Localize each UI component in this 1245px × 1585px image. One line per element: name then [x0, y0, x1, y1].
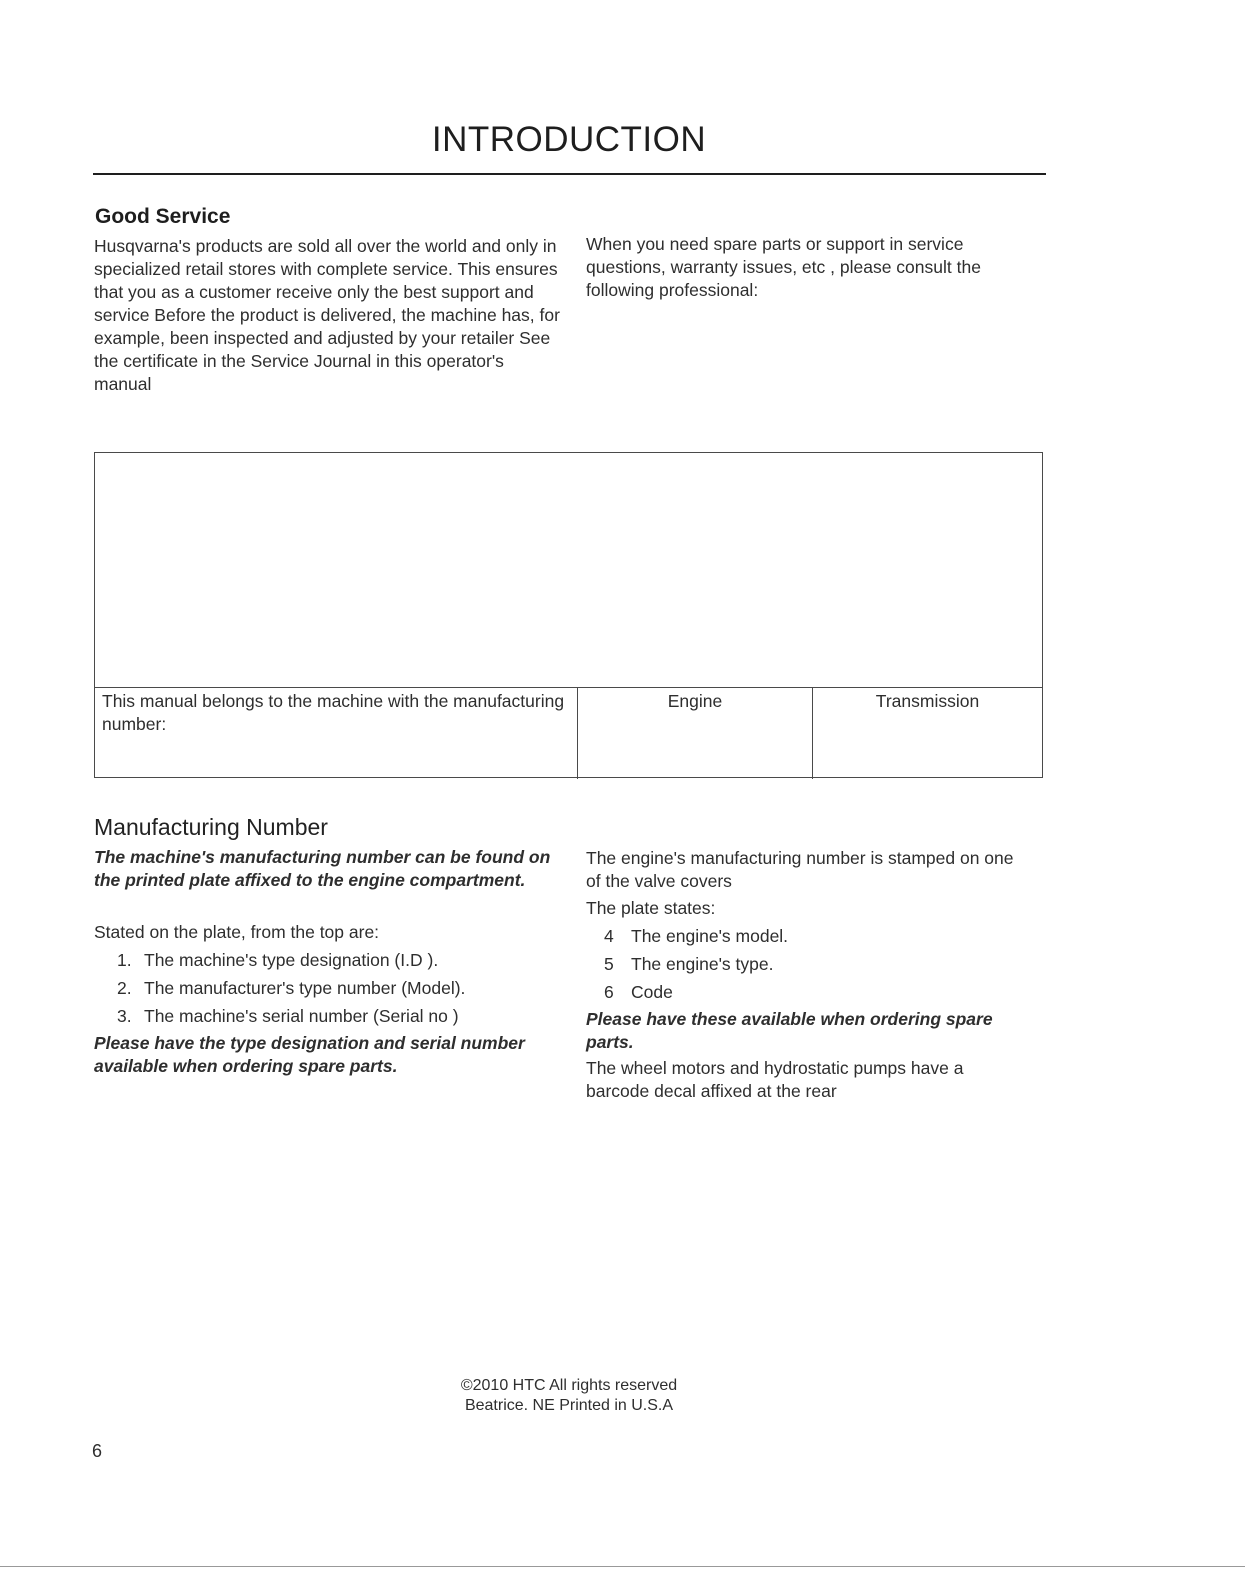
bottom-edge-rule [0, 1566, 1245, 1567]
plate-states: The plate states: [586, 898, 716, 918]
footer-printed: Beatrice. NE Printed in U.S.A [464, 1397, 674, 1414]
engine-label: Engine [578, 687, 813, 779]
list-item: 6 Code [604, 982, 673, 1002]
engine-text: The engine's manufacturing number is stamped on one of the valve covers [586, 848, 1014, 891]
footer-copyright: ©2010 HTC All rights reserved [460, 1377, 678, 1394]
manufacturing-number-heading: Manufacturing Number [94, 814, 328, 840]
engine-items-list [604, 922, 788, 1006]
owner-label: This manual belongs to the machine with the manufacturing number: [95, 687, 578, 779]
list-item: 2. The manufacturer's type number (Model). [117, 978, 466, 998]
list-item: 5 The engine's type. [604, 954, 774, 974]
manufacturing-intro: The machine's manufacturing number can be found on the printed plate affixed to the engine compartment. [94, 847, 551, 890]
transmission-label: Transmission [813, 687, 1042, 779]
page-title: INTRODUCTION [431, 120, 707, 159]
good-service-left-paragraph: Husqvarna's products are sold all over the world and only in specialized retail stores with complete service. This ensures that you as a customer receive only the best support and service Before the product is delivered, the machine has, for example, been inspected and adjusted by your retailer See the certificate in the Service Journal in this operator's manual [94, 236, 560, 394]
good-service-right-paragraph: When you need spare parts or support in service questions, warranty issues, etc , please consult the following professional: [586, 234, 981, 300]
list-item: 1. The machine's type designation (I.D ). [117, 950, 439, 970]
list-item: 3. The machine's serial number (Serial no ) [117, 1006, 459, 1026]
plate-items-list [117, 946, 465, 1030]
page-number: 6 [92, 1441, 103, 1461]
title-rule [93, 173, 1046, 175]
left-note: Please have the type designation and serial number available when ordering spare parts. [94, 1033, 525, 1076]
barcode-text: The wheel motors and hydrostatic pumps have a barcode decal affixed at the rear [586, 1058, 964, 1101]
good-service-heading: Good Service [95, 205, 231, 228]
list-item: 4 The engine's model. [604, 926, 789, 946]
dealer-box [94, 452, 1043, 778]
stated-text: Stated on the plate, from the top are: [94, 922, 380, 942]
right-note: Please have these available when ordering spare parts. [586, 1009, 993, 1052]
